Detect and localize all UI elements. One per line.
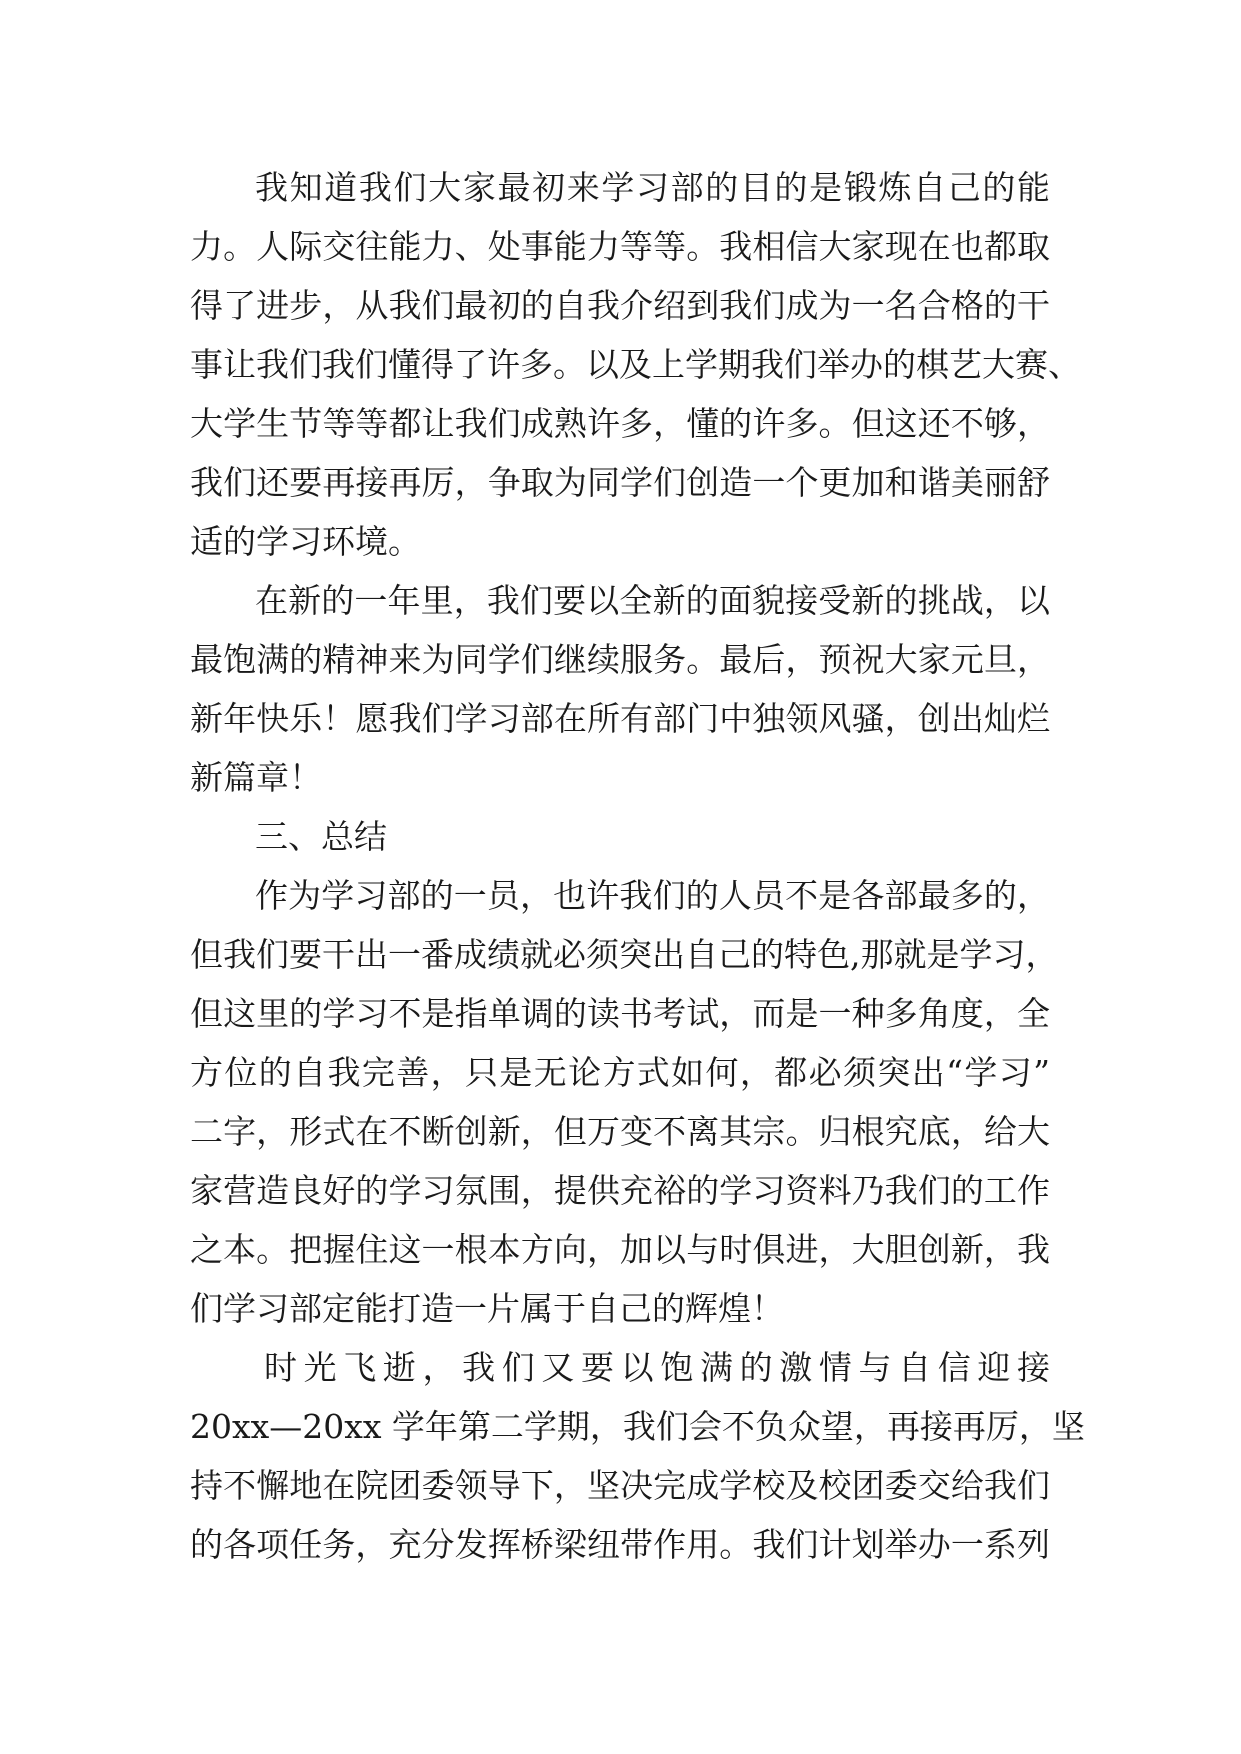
paragraph-line: 大学生节等等都让我们成熟许多，懂的许多。但这还不够， <box>190 404 1050 443</box>
paragraph-line: 作为学习部的一员，也许我们的人员不是各部最多的， <box>255 876 1050 915</box>
paragraph-line: 我知道我们大家最初来学习部的目的是锻炼自己的能 <box>255 168 1050 207</box>
paragraph-line: 新篇章！ <box>190 758 322 797</box>
paragraph-line: 事让我们我们懂得了许多。以及上学期我们举办的棋艺大赛、 <box>190 345 1081 384</box>
paragraph-line: 但我们要干出一番成绩就必须突出自己的特色,那就是学习， <box>190 935 1059 974</box>
paragraph-line: 新年快乐！愿我们学习部在所有部门中独领风骚，创出灿烂 <box>190 699 1050 738</box>
paragraph-line: 们学习部定能打造一片属于自己的辉煌！ <box>190 1289 784 1328</box>
paragraph-line: 方位的自我完善，只是无论方式如何，都必须突出“学习” <box>190 1053 1050 1092</box>
paragraph-line: 家营造良好的学习氛围，提供充裕的学习资料乃我们的工作 <box>190 1171 1050 1210</box>
section-heading: 三、总结 <box>255 817 387 856</box>
paragraph-line: 时光飞逝，我们又要以饱满的激情与自信迎接 <box>264 1348 1050 1387</box>
paragraph-line: 得了进步，从我们最初的自我介绍到我们成为一名合格的干 <box>190 286 1050 325</box>
paragraph-line: 的各项任务，充分发挥桥梁纽带作用。我们计划举办一系列 <box>190 1525 1050 1564</box>
paragraph-line: 我们还要再接再厉，争取为同学们创造一个更加和谐美丽舒 <box>190 463 1050 502</box>
paragraph-line: 持不懈地在院团委领导下，坚决完成学校及校团委交给我们 <box>190 1466 1050 1505</box>
paragraph-line: 但这里的学习不是指单调的读书考试，而是一种多角度，全 <box>190 994 1050 1033</box>
paragraph-line: 力。人际交往能力、处事能力等等。我相信大家现在也都取 <box>190 227 1050 266</box>
paragraph-line: 适的学习环境。 <box>190 522 421 561</box>
paragraph-line: 之本。把握住这一根本方向，加以与时俱进，大胆创新，我 <box>190 1230 1050 1269</box>
paragraph-line: 最饱满的精神来为同学们继续服务。最后，预祝大家元旦， <box>190 640 1050 679</box>
paragraph-line: 在新的一年里，我们要以全新的面貌接受新的挑战，以 <box>255 581 1050 620</box>
paragraph-line: 二字，形式在不断创新，但万变不离其宗。归根究底，给大 <box>190 1112 1050 1151</box>
paragraph-line: 20xx—20xx 学年第二学期，我们会不负众望，再接再厉，坚 <box>190 1407 1085 1446</box>
